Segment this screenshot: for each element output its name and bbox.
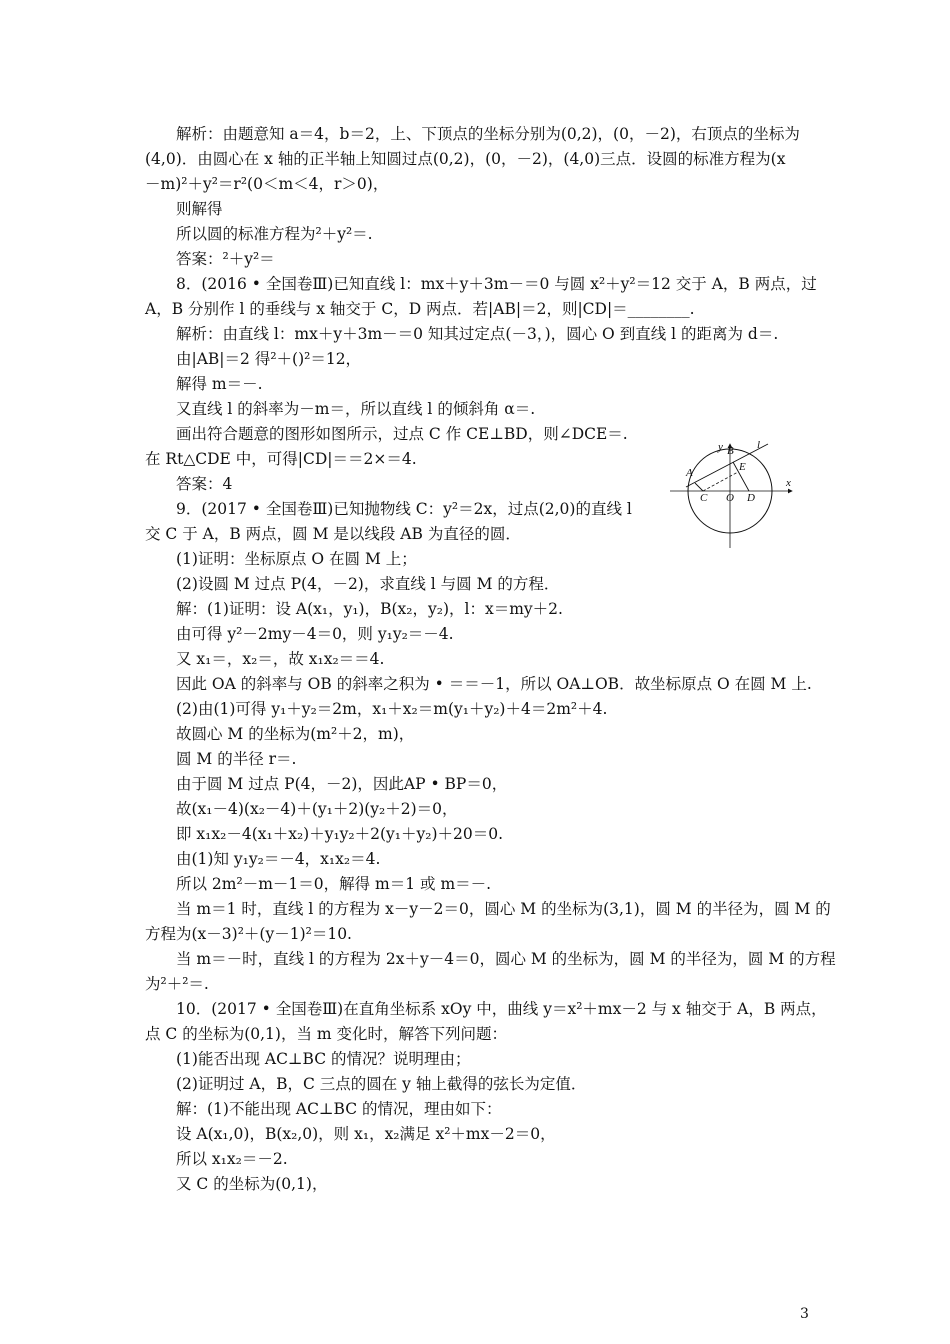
label-D: D [747,492,755,504]
text-line: 由|AB|＝2 得²＋()²＝12， [176,350,362,368]
question-10-line: 点 C 的坐标为(0,1)，当 m 变化时，解答下列问题： [145,1025,508,1043]
page-number: 3 [800,1306,809,1322]
segment-AC [695,483,703,491]
text-line: 当 m＝－时，直线 l 的方程为 2x＋y－4＝0，圆心 M 的坐标为，圆 M 的半径为，圆 M 的方程 [176,950,836,968]
text-line: 故(x₁－4)(x₂－4)＋(y₁＋2)(y₂＋2)＝0， [176,800,458,818]
question-9-line: 9．(2017 • 全国卷Ⅲ)已知抛物线 C：y²＝2x，过点(2,0)的直线 l [176,500,632,518]
label-A: A [686,467,693,479]
text-line: 当 m＝1 时，直线 l 的方程为 x－y－2＝0，圆心 M 的坐标为(3,1)，圆 M 的半径为，圆 M 的 [176,900,831,918]
text-line: 解：(1)证明：设 A(x₁，y₁)，B(x₂，y₂)，l：x＝my＋2. [176,600,563,618]
text-line: (1)能否出现 AC⊥BC 的情况？说明理由； [176,1050,471,1068]
text-line: 由于圆 M 过点 P(4，－2)，因此AP • BP＝0， [176,775,508,793]
label-C: C [700,492,708,504]
text-line: 解得 m＝－. [176,375,263,393]
text-line: 为²＋²＝. [145,975,209,993]
question-8-line: A，B 分别作 l 的垂线与 x 轴交于 C，D 两点．若|AB|＝2，则|CD|＝________. [145,300,695,318]
text-line: 因此 OA 的斜率与 OB 的斜率之积为 • ＝＝－1，所以 OA⊥OB．故坐标原点 O 在圆 M 上. [176,675,812,693]
circle-line-diagram [668,439,798,552]
text-line: 又 x₁＝，x₂＝，故 x₁x₂＝＝4. [176,650,385,668]
label-O: O [726,492,734,504]
text-line: (2)由(1)可得 y₁＋y₂＝2m，x₁＋x₂＝m(y₁＋y₂)＋4＝2m²＋4. [176,700,608,718]
text-line: －m)²＋y²＝r²(0＜m＜4，r＞0)， [145,175,389,193]
text-line: 又 C 的坐标为(0,1)， [176,1175,328,1193]
label-x: x [786,477,791,489]
text-line: 所以 2m²－m－1＝0，解得 m＝1 或 m＝－. [176,875,492,893]
question-10-line: 10．(2017 • 全国卷Ⅲ)在直角坐标系 xOy 中，曲线 y＝x²＋mx－2 与 x 轴交于 A，B 两点， [176,1000,827,1018]
answer-line: 答案：4 [176,475,233,493]
text-line: 解析：由题意知 a＝4，b＝2，上、下顶点的坐标分别为(0,2)，(0，－2)，右顶点的坐标为 [176,125,800,143]
text-line: (2)证明过 A，B，C 三点的圆在 y 轴上截得的弦长为定值． [176,1075,587,1093]
text-line: 则解得 [176,200,223,218]
text-line: 故圆心 M 的坐标为(m²＋2，m)， [176,725,415,743]
text-line: 答案：²＋y²＝ [176,250,275,268]
text-line: 在 Rt△CDE 中，可得|CD|＝＝2×＝4. [145,450,417,468]
label-l: l [757,439,761,451]
label-y: y [718,441,723,453]
text-line: (2)设圆 M 过点 P(4，－2)，求直线 l 与圆 M 的方程． [176,575,560,593]
text-line: 解析：由直线 l：mx＋y＋3m－＝0 知其过定点(－3，)，圆心 O 到直线 l 的距离为 d＝. [176,325,779,343]
text-line: 画出符合题意的图形如图所示，过点 C 作 CE⊥BD，则∠DCE＝. [176,425,628,443]
text-line: 即 x₁x₂－4(x₁＋x₂)＋y₁y₂＋2(y₁＋y₂)＋20＝0. [176,825,504,843]
text-line: 所以 x₁x₂＝－2. [176,1150,288,1168]
text-line: 解：(1)不能出现 AC⊥BC 的情况，理由如下： [176,1100,502,1118]
text-line: 又直线 l 的斜率为－m＝，所以直线 l 的倾斜角 α＝. [176,400,536,418]
label-B: B [727,445,734,457]
text-line: 方程为(x－3)²＋(y－1)²＝10. [145,925,352,943]
text-line: (1)证明：坐标原点 O 在圆 M 上； [176,550,417,568]
text-line: 由可得 y²－2my－4＝0，则 y₁y₂＝－4. [176,625,454,643]
question-8-line: 8．(2016 • 全国卷Ⅲ)已知直线 l：mx＋y＋3m－＝0 与圆 x²＋y²＝12 交于 A，B 两点，过 [176,275,817,293]
text-line: (4,0)．由圆心在 x 轴的正半轴上知圆过点(0,2)，(0，－2)，(4,0)三点．设圆的标准方程为(x [145,150,786,168]
text-line: 所以圆的标准方程为²＋y²＝. [176,225,373,243]
text-line: 设 A(x₁,0)，B(x₂,0)，则 x₁，x₂满足 x²＋mx－2＝0， [176,1125,556,1143]
question-9-line: 交 C 于 A，B 两点，圆 M 是以线段 AB 为直径的圆． [145,525,521,543]
geometry-figure [668,439,798,552]
text-line: 由(1)知 y₁y₂＝－4，x₁x₂＝4. [176,850,381,868]
label-E: E [739,461,746,473]
text-line: 圆 M 的半径 r＝. [176,750,297,768]
